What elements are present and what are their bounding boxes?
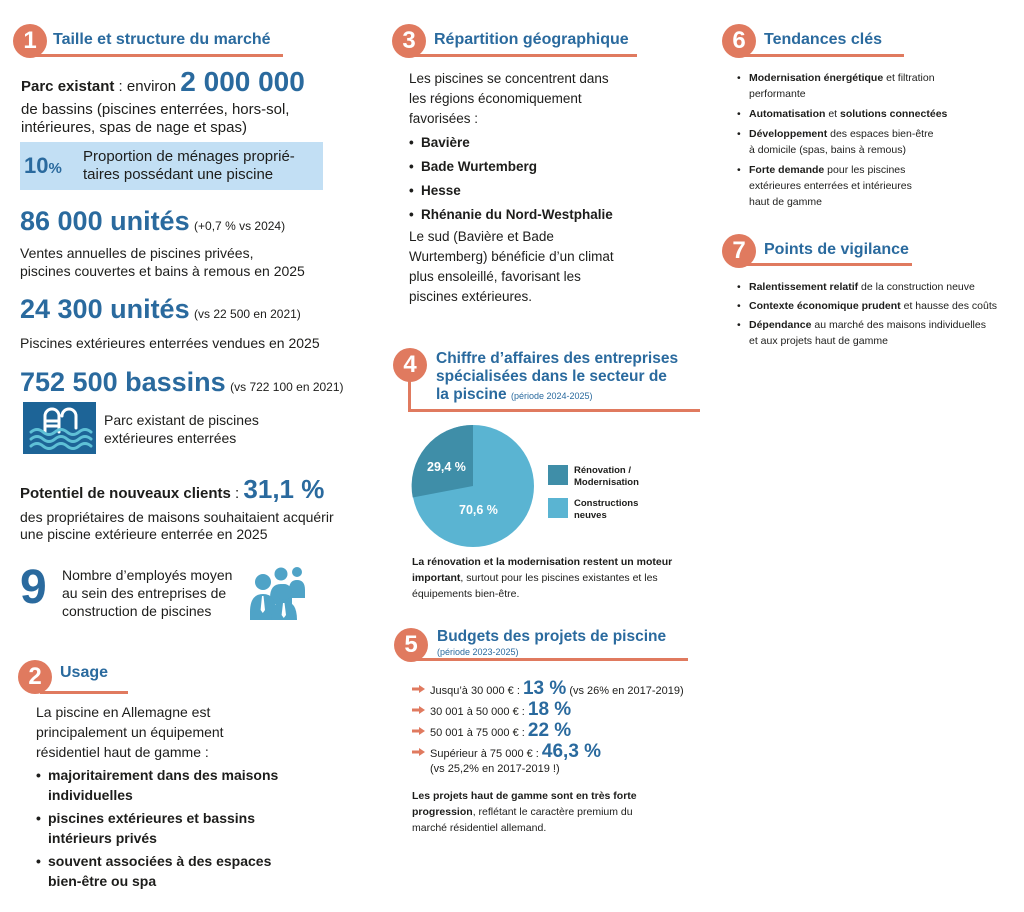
section-7-number-badge: 7 [722, 234, 756, 268]
section-5-period: (période 2023-2025) [437, 647, 519, 657]
parc-label: Parc existant [21, 78, 115, 95]
budget-item-note [412, 762, 712, 776]
section-6-title: Tendances clés [764, 31, 882, 48]
usage-intro-2: principalement un équipement [36, 724, 224, 740]
section-5-number-badge: 5 [394, 628, 428, 662]
household-share-box [20, 142, 323, 190]
annual-sales-note: (+0,7 % vs 2024) [194, 219, 286, 233]
potential-clients-value: 31,1 % [243, 474, 325, 504]
geo-outro-2: Wurtemberg) bénéficie d’un climat [409, 249, 614, 264]
arrow-right-icon [412, 706, 425, 714]
installed-base-value: 752 500 bassins [20, 367, 226, 397]
section-6-underline [744, 54, 904, 57]
section-4-title-line-3: la piscine [436, 386, 507, 403]
geo-intro-3: favorisées : [409, 111, 479, 126]
budget-item [412, 699, 712, 720]
region-item: • Bade Wurtemberg [409, 155, 649, 179]
installed-base-note: (vs 722 100 en 2021) [230, 380, 344, 394]
usage-list [36, 765, 326, 891]
region-item: • Hesse [409, 179, 649, 203]
budget-item [412, 720, 712, 741]
outdoor-sales-desc: Piscines extérieures enterrées vendues en 2025 [20, 335, 320, 351]
geo-intro-1: Les piscines se concentrent dans [409, 71, 609, 86]
annual-sales-desc-2: piscines couvertes et bains à remous en 2025 [20, 263, 305, 279]
budget-item [412, 741, 712, 762]
section-2-title: Usage [60, 664, 109, 681]
conclusion-line-1: Les projets haut de gamme sont en très forte [412, 790, 637, 802]
section-4-title [436, 350, 678, 405]
employees-desc-3: construction de piscines [62, 603, 212, 619]
usage-list-item: • piscines extérieures et bassins intérieurs privés [36, 808, 326, 848]
household-share-number: 10 [24, 153, 49, 178]
outdoor-sales-note: (vs 22 500 en 2021) [194, 307, 301, 321]
section-3-header [392, 24, 642, 64]
trend-item: • Automatisation et solutions connectées [737, 106, 1017, 122]
usage-list-item: • majoritairement dans des maisons individuelles [36, 765, 326, 805]
budget-value: 18 % [527, 699, 572, 720]
vigilance-item: • Contexte économique prudent et hausse des coûts [737, 298, 1022, 314]
legend-label-new-2: neuves [574, 510, 607, 521]
section-2-underline [40, 691, 128, 694]
revenue-note-line-1: La rénovation et la modernisation restent un moteur [412, 556, 673, 568]
household-share-value [24, 155, 62, 180]
section-4-title-line-2: spécialisées dans le secteur de [436, 368, 667, 385]
arrow-right-icon [412, 685, 425, 693]
geo-outro-4: piscines extérieures. [409, 289, 533, 304]
potential-clients-sep: : [230, 485, 244, 502]
budget-item [412, 678, 712, 699]
installed-base-desc-2: extérieures enterrées [104, 430, 237, 446]
household-share-percent-sign: % [48, 160, 62, 177]
budget-note: (vs 26% en 2017-2019) [566, 685, 684, 697]
trend-item: • Développement des espaces bien-être à domicile (spas, bains à remous) [737, 126, 1017, 158]
annual-sales-value: 86 000 unités [20, 206, 190, 236]
parc-desc-line-2: intérieures, spas de nage et spas) [21, 119, 247, 136]
household-share-desc-1: Proportion de ménages proprié- [83, 148, 295, 165]
legend-swatch-new-construction [548, 498, 568, 518]
budget-last-note: (vs 25,2% en 2017-2019 !) [430, 763, 560, 775]
annual-sales-desc-1: Ventes annuelles de piscines privées, [20, 245, 254, 261]
budget-label: Supérieur à 75 000 € : [430, 748, 542, 760]
geography-text [409, 69, 649, 307]
vigilance-item: • Ralentissement relatif de la construction neuve [737, 279, 1022, 295]
budget-label: Jusqu’à 30 000 € : [430, 685, 523, 697]
outdoor-sales-block [20, 293, 360, 352]
section-5-underline [416, 658, 688, 661]
revenue-note-line-3: équipements bien-être. [412, 588, 520, 600]
trend-item: • Modernisation énergétique et filtration performante [737, 70, 1017, 102]
conclusion-line-3: marché résidentiel allemand. [412, 822, 547, 834]
section-2-number-badge: 2 [18, 660, 52, 694]
usage-text [36, 702, 326, 891]
household-share-desc-2: taires possédant une piscine [83, 166, 274, 183]
budget-value: 13 % [522, 678, 567, 699]
budget-label: 30 001 à 50 000 € : [430, 706, 528, 718]
potential-clients-desc-2: une piscine extérieure enterrée en 2025 [20, 526, 268, 542]
geo-intro-2: les régions économiquement [409, 91, 582, 106]
section-3-number-badge: 3 [392, 24, 426, 58]
potential-clients-block [20, 474, 360, 543]
parc-existant-block [21, 68, 351, 137]
legend-label-new-1: Constructions [574, 498, 639, 509]
pie-label-renovation: 29,4 % [427, 460, 466, 474]
section-4-number-badge: 4 [393, 348, 427, 382]
budget-conclusion [412, 788, 712, 836]
legend-label-renovation-1: Rénovation / [574, 465, 632, 476]
section-4-header [393, 348, 693, 414]
conclusion-rest-2: , reflétant le caractère premium du [472, 806, 633, 818]
region-list [409, 131, 649, 227]
parc-value: 2 000 000 [180, 66, 305, 97]
section-6-number-badge: 6 [722, 24, 756, 58]
budget-label: 50 001 à 75 000 € : [430, 727, 528, 739]
vigilance-list [737, 279, 1022, 349]
budget-value: 46,3 % [541, 741, 602, 762]
conclusion-bold-2: progression [412, 806, 473, 818]
trend-item: • Forte demande pour les piscines extérieures enterrées et intérieures haut de gamme [737, 162, 1017, 210]
geo-outro-1: Le sud (Bavière et Bade [409, 229, 554, 244]
swimming-pool-icon [23, 402, 96, 454]
parc-desc-line-1: de bassins (piscines enterrées, hors-sol, [21, 101, 290, 118]
geo-outro-3: plus ensoleillé, favorisant les [409, 269, 581, 284]
people-group-icon [248, 560, 308, 622]
section-7-title: Points de vigilance [764, 241, 909, 258]
section-1-underline [35, 54, 283, 57]
revenue-note [412, 554, 712, 602]
section-3-underline [414, 54, 637, 57]
section-6-header [722, 24, 902, 64]
section-7-header [722, 234, 922, 274]
budget-list [412, 678, 712, 776]
region-item: • Rhénanie du Nord-Westphalie [409, 203, 649, 227]
revenue-note-bold-2: important [412, 572, 461, 584]
pie-label-new-construction: 70,6 % [459, 503, 498, 517]
section-7-underline [744, 263, 912, 266]
section-2-header [18, 660, 118, 700]
revenue-pie-chart [411, 424, 535, 548]
section-4-underline [408, 409, 700, 412]
legend-swatch-renovation [548, 465, 568, 485]
section-3-title: Répartition géographique [434, 31, 629, 48]
trends-list [737, 70, 1017, 210]
region-item: • Bavière [409, 131, 649, 155]
usage-intro-1: La piscine en Allemagne est [36, 704, 211, 720]
section-1-number-badge: 1 [13, 24, 47, 58]
revenue-note-rest-2: , surtout pour les piscines existantes et les [460, 572, 658, 584]
section-1-header [13, 24, 283, 64]
arrow-right-icon [412, 727, 425, 735]
section-5-header [394, 628, 694, 668]
section-4-title-line-1: Chiffre d’affaires des entreprises [436, 350, 679, 367]
annual-sales-block [20, 205, 360, 280]
potential-clients-desc-1: des propriétaires de maisons souhaitaient acquérir [20, 509, 334, 525]
employees-desc-2: au sein des entreprises de [62, 585, 227, 601]
legend-label-renovation-2: Modernisation [574, 477, 639, 488]
employees-desc-1: Nombre d’employés moyen [62, 567, 233, 583]
outdoor-sales-value: 24 300 unités [20, 294, 190, 324]
usage-intro-3: résidentiel haut de gamme : [36, 744, 209, 760]
usage-list-item: • souvent associées à des espaces bien-être ou spa [36, 851, 326, 891]
section-5-title: Budgets des projets de piscine [437, 628, 667, 645]
installed-base-block [20, 366, 360, 403]
employees-value: 9 [20, 561, 47, 614]
potential-clients-label: Potentiel de nouveaux clients [20, 485, 231, 502]
section-1-title: Taille et structure du marché [53, 31, 271, 48]
parc-mid: : environ [114, 78, 181, 95]
vigilance-item: • Dépendance au marché des maisons individuelles et aux projets haut de gamme [737, 317, 1022, 349]
budget-value: 22 % [527, 720, 572, 741]
arrow-right-icon [412, 748, 425, 756]
section-4-period: (période 2024-2025) [510, 391, 593, 401]
installed-base-desc-1: Parc existant de piscines [104, 412, 259, 428]
